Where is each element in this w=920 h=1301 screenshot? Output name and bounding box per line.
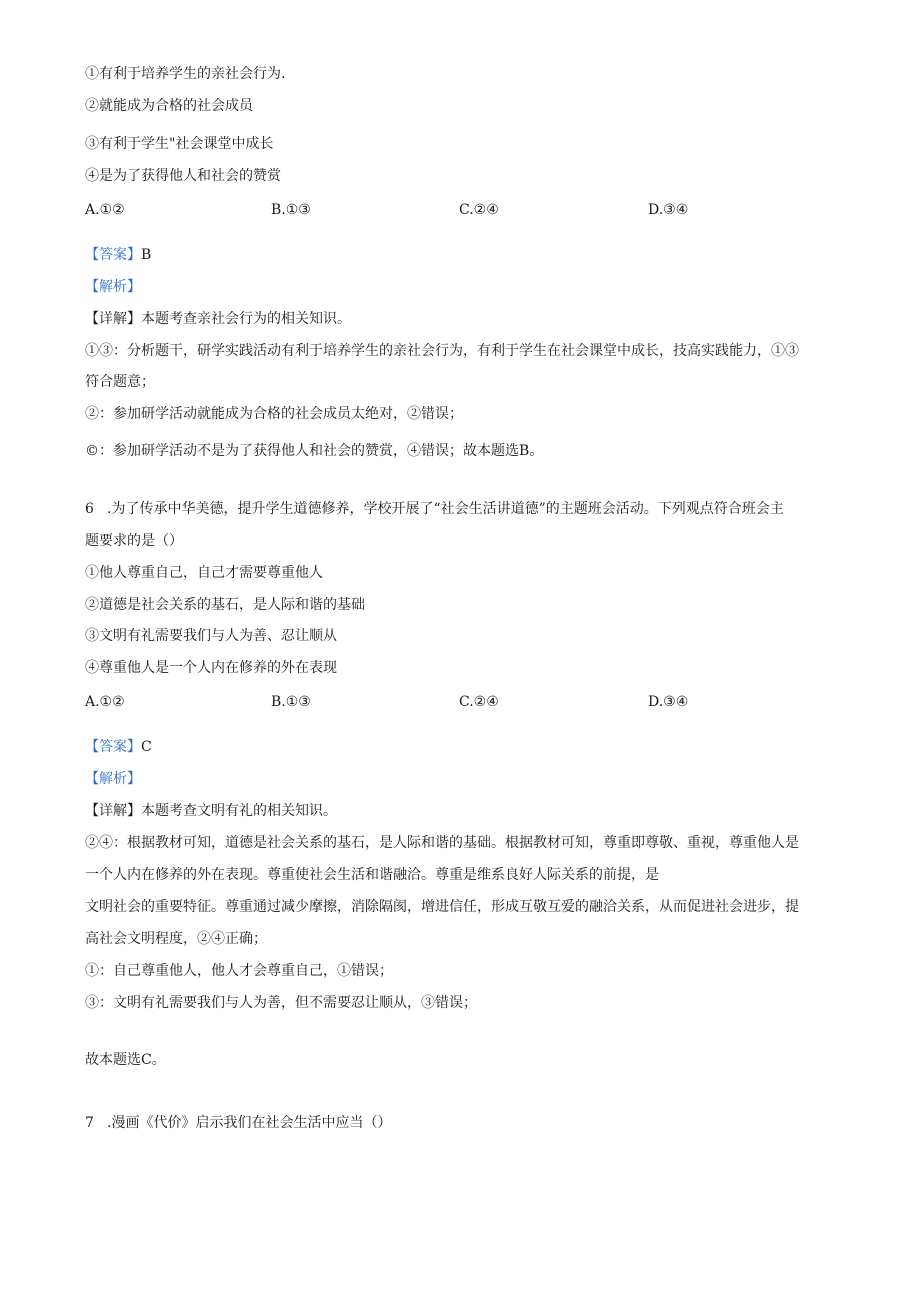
q6-stem-line-2: 题要求的是（） bbox=[85, 533, 183, 549]
q5-option-d: D.③④ bbox=[648, 202, 689, 218]
q5-statement-3: ③有利于学生"社会课堂中成长 bbox=[85, 136, 274, 152]
q6-option-a: A.①② bbox=[85, 694, 125, 710]
q6-option-d: D.③④ bbox=[648, 694, 689, 710]
q5-options bbox=[85, 200, 825, 220]
q7-stem-text: .漫画《代价》启示我们在社会生活中应当（） bbox=[107, 1115, 392, 1131]
q6-detail-7: ③：文明有礼需要我们与人为善，但不需要忍让顺从，③错误； bbox=[85, 995, 477, 1011]
q5-statement-2: ②就能成为合格的社会成员 bbox=[85, 98, 253, 114]
q5-option-a: A.①② bbox=[85, 202, 125, 218]
q6-detail-4: 文明社会的重要特征。尊重通过减少摩擦，消除隔阂，增进信任，形成互敬互爱的融洽关系，从而促进社会进步，提 bbox=[85, 899, 799, 915]
q6-answer-value: C bbox=[141, 739, 152, 755]
q6-detail-1: 【详解】本题考查文明有礼的相关知识。 bbox=[85, 803, 337, 819]
q5-statement-1: ①有利于培养学生的亲社会行为. bbox=[85, 66, 286, 82]
q5-option-b: B.①③ bbox=[271, 202, 311, 218]
q5-detail-1: 【详解】本题考查亲社会行为的相关知识。 bbox=[85, 311, 351, 327]
q6-option-c: C.②④ bbox=[459, 694, 499, 710]
q6-options bbox=[85, 692, 825, 712]
q5-answer-value: B bbox=[141, 247, 152, 263]
q5-detail-5: ©：参加研学活动不是为了获得他人和社会的赞赏，④错误；故本题选B。 bbox=[85, 443, 544, 459]
q6-option-b: B.①③ bbox=[271, 694, 311, 710]
q7-stem bbox=[85, 1113, 391, 1133]
q5-answer bbox=[85, 245, 151, 265]
q6-answer-tag: 【答案】 bbox=[85, 739, 141, 755]
q6-statement-3: ③文明有礼需要我们与人为善、忍让顺从 bbox=[85, 628, 337, 644]
q7-number: 7 bbox=[85, 1115, 94, 1131]
q5-option-c: C.②④ bbox=[459, 202, 499, 218]
q6-statement-2: ②道德是社会关系的基石，是人际和谐的基础 bbox=[85, 597, 365, 613]
q6-statement-1: ①他人尊重自己，自己才需要尊重他人 bbox=[85, 565, 323, 581]
q6-detail-6: ①：自己尊重他人，他人才会尊重自己，①错误； bbox=[85, 963, 393, 979]
q5-statement-4: ④是为了获得他人和社会的赞赏 bbox=[85, 168, 281, 184]
q6-statement-4: ④尊重他人是一个人内在修养的外在表现 bbox=[85, 660, 337, 676]
q6-detail-5: 高社会文明程度，②④正确； bbox=[85, 931, 267, 947]
q5-detail-2: ①③：分析题干，研学实践活动有利于培养学生的亲社会行为，有利于学生在社会课堂中成长，技高实践能力，①③ bbox=[85, 343, 799, 359]
q6-analysis-tag: 【解析】 bbox=[85, 771, 141, 787]
q5-analysis-tag: 【解析】 bbox=[85, 279, 141, 295]
q5-answer-tag: 【答案】 bbox=[85, 247, 141, 263]
q6-answer bbox=[85, 737, 152, 757]
q6-detail-8: 故本题选C。 bbox=[85, 1052, 166, 1068]
q6-stem-line-1 bbox=[85, 499, 784, 519]
q5-detail-3: 符合题意； bbox=[85, 374, 155, 390]
q5-detail-4: ②：参加研学活动就能成为合格的社会成员太绝对，②错误； bbox=[85, 406, 463, 422]
q6-detail-2: ②④：根据教材可知，道德是社会关系的基石，是人际和谐的基础。根据教材可知，尊重即尊敬、重视，尊重他人是 bbox=[85, 835, 799, 851]
q6-stem-text: .为了传承中华美德，提升学生道德修养，学校开展了“社会生活讲道德”的主题班会活动。下列观点符合班会主 bbox=[107, 501, 784, 517]
q6-detail-3: 一个人内在修养的外在表现。尊重使社会生活和谐融洽。尊重是维系良好人际关系的前提，是 bbox=[85, 867, 659, 883]
q6-number: 6 bbox=[85, 501, 94, 517]
